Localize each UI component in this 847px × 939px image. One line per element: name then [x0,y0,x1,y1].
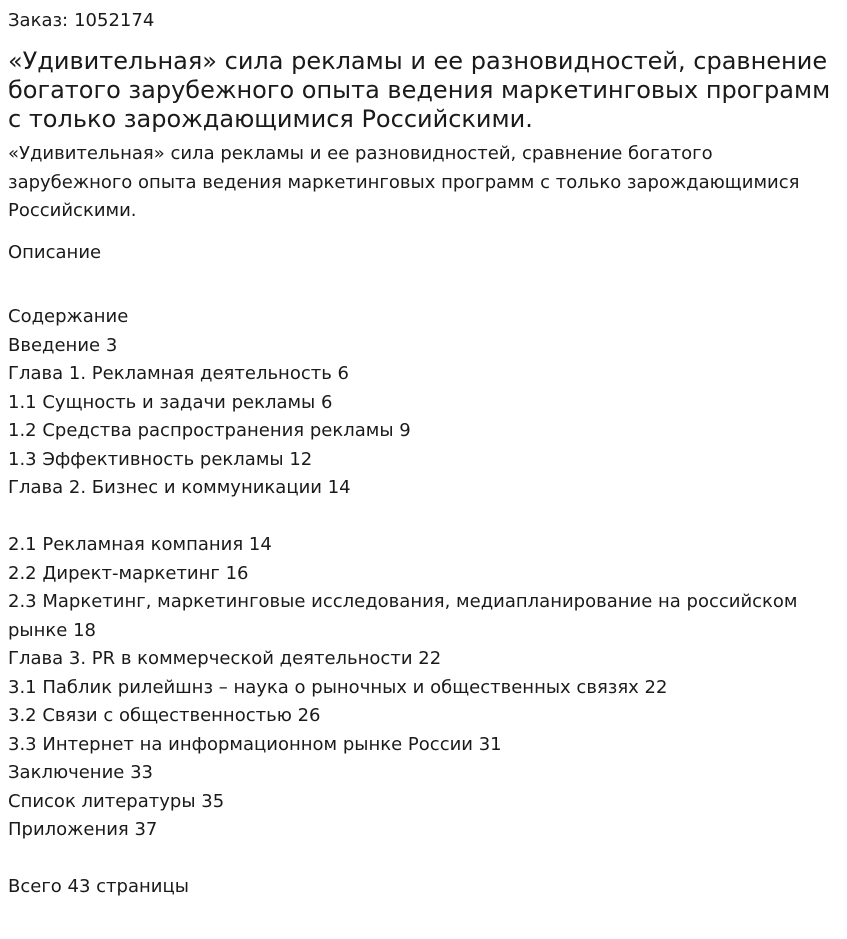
order-number: 1052174 [74,10,155,31]
description-heading: Описание [8,241,102,263]
toc-item: Глава 3. PR в коммерческой деятельности 22 [8,648,442,669]
toc-item: 1.1 Сущность и задачи рекламы 6 [8,391,333,413]
toc-item: 2.3 Маркетинг, маркетинговые исследования, медиапланирование на российском рынке 18 [8,591,798,641]
order-line [8,10,839,32]
total-pages: Всего 43 страницы [8,876,189,897]
table-of-contents [8,303,839,845]
toc-item: Глава 2. Бизнес и коммуникации 14 [8,477,351,498]
toc-item: 3.2 Связи с общественностью 26 [8,705,321,726]
toc-spacer [8,503,839,532]
toc-item: 2.1 Рекламная компания 14 [8,534,272,555]
toc-item: 2.2 Директ-маркетинг 16 [8,562,249,584]
toc-item: 1.2 Средства распространения рекламы 9 [8,420,411,441]
document-title: «Удивительная» сила рекламы и ее разновидностей, сравнение богатого зарубежного опыта ведения маркетинговых программ с только зарождающимися Российскими. [8,47,831,133]
toc-item: Приложения 37 [8,819,158,840]
toc-heading: Содержание [8,306,129,327]
toc-item: Глава 1. Рекламная деятельность 6 [8,363,349,384]
document-subtitle: «Удивительная» сила рекламы и ее разновидностей, сравнение богатого зарубежного опыта ведения маркетинговых программ с только зарождающимися Российскими. [8,143,800,221]
toc-item: 3.3 Интернет на информационном рынке России 31 [8,733,502,755]
toc-item: Список литературы 35 [8,790,225,812]
toc-item: Введение 3 [8,334,118,356]
toc-item: 3.1 Паблик рилейшнз – наука о рыночных и общественных связях 22 [8,676,668,698]
order-label: Заказ: [8,10,69,31]
toc-item: Заключение 33 [8,762,153,783]
toc-item: 1.3 Эффективность рекламы 12 [8,448,313,470]
